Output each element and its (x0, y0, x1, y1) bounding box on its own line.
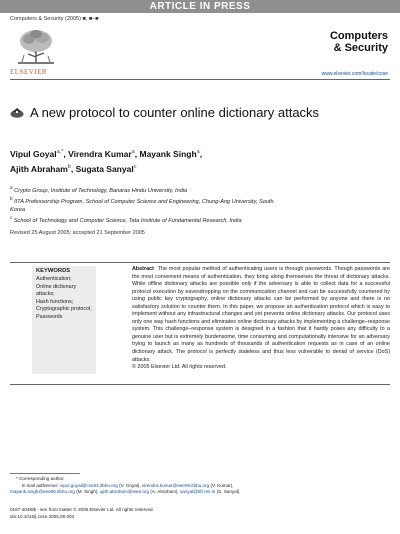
affiliation-list (10, 184, 390, 225)
journal-citation-line: Computers & Security (2005) ■, ■–■ (10, 16, 99, 22)
issn-line: 0167-4048/$ - see front matter © 2005 Elsevier Ltd. All rights reserved. (10, 507, 154, 512)
keywords-list (36, 276, 94, 322)
journal-name (330, 30, 388, 54)
affiliation-item (10, 214, 390, 225)
header-divider (10, 79, 390, 80)
affiliation-text: IITA Professorship Program, School of Computer Science and Engineering, Chung-Ang University, South Korea (10, 198, 274, 213)
affiliation-marker: c (10, 214, 13, 220)
article-title-text: A new protocol to counter online dictionary attacks (30, 105, 320, 120)
email-owner: (V. Goyal), (119, 482, 141, 488)
affiliation-item (10, 184, 390, 195)
keyword-item: Cryptographic protocol; (36, 306, 92, 313)
abstract-label: Abstract (132, 266, 154, 272)
abstract-section (132, 266, 390, 372)
email-owner: (S. Sanyal). (216, 489, 241, 495)
elsevier-tree-logo (12, 27, 60, 67)
author-affiliation-marker[interactable]: a (196, 149, 200, 155)
corresponding-author-note: * Corresponding author. (16, 476, 65, 481)
doi-link[interactable]: doi:10.1016/j.cose.2005.09.003 (10, 513, 75, 519)
keyword-item: Online dictionary attacks; (36, 283, 77, 298)
footnote (10, 476, 395, 496)
article-title (10, 104, 390, 121)
affiliation-marker: a (10, 185, 13, 190)
keyword-item: Passwords (36, 313, 63, 320)
email-link[interactable]: vipul.goyal@cse04.itbhu.org (60, 482, 118, 488)
email-link[interactable]: mayank.singh@eee06.itbhu.org (10, 489, 75, 495)
open-access-icon (10, 107, 24, 118)
affiliation-item (10, 195, 280, 214)
email-link[interactable]: ajith.abraham@ieee.org (99, 489, 150, 495)
author-affiliation-marker[interactable]: b (67, 163, 71, 170)
affiliation-text: School of Technology and Computer Science, Tata Institute of Fundamental Research, India (13, 217, 242, 224)
keyword-item: Authentication; (36, 276, 72, 282)
author-affiliation-marker[interactable]: c (133, 163, 137, 170)
author-name: Mayank Singh (139, 148, 197, 159)
author-name: Vipul Goyal (10, 148, 57, 159)
email-owner: (M. Singh), (76, 489, 99, 495)
footnote-divider (10, 473, 80, 474)
email-link[interactable]: sanyal@tifr.res.in (179, 489, 216, 495)
keywords-heading: KEYWORDS (36, 268, 71, 274)
email-label: E-mail addresses: (22, 482, 59, 488)
journal-name-line1: Computers (329, 30, 388, 42)
author-list: Vipul Goyal$^{a,*}$, Virendra Kumar$^a$, Mayank Singh$^a$, Ajith Abraham$^b$, Sugata Sanyal$^c$ (10, 148, 203, 174)
email-owner: (V. Kumar), (210, 482, 234, 488)
abstract-bottom-divider (10, 384, 390, 385)
abstract-top-divider (10, 262, 390, 263)
author-name: Sugata Sanyal (75, 163, 134, 174)
affiliation-marker: b (10, 195, 13, 201)
author-affiliation-marker[interactable]: a,* (56, 149, 64, 155)
article-in-press-banner: ARTICLE IN PRESS (0, 0, 400, 13)
revision-dates: Revised 25 August 2005; accepted 21 September 2005 (10, 230, 145, 236)
abstract-text: The most popular method of authenticating users is through passwords. Though passwords are the most convenient means of authentication, they bring along themselves the threat of dictionary attacks. While offline dictionary attacks are possible only if the adversary is able to collect data for a successful protocol execution by eavesdropping on the communication channel and can be successfully countered by using public key cryptography, online dictionary attacks can be performed by anyone and there is no satisfactory solution to counter them. In this paper, we propose an authentication protocol which is easy to implement without any infrastructural changes and yet prevents online dictionary attacks. Our protocol uses only one way hash functions and eliminates online dictionary attacks by implementing a challenge–response system. This challenge–response system is designed in a fashion that it hardly poses any difficulty to a genuine user but is extremely burdensome, time consuming and computationally intensive for an adversary trying to launch as many as hundreds of thousands of authentication requests as in case of an online dictionary attack. The protocol is perfectly stateless and thus less vulnerable to denial of service (DoS) attacks. (132, 266, 391, 363)
keyword-item: Hash functions; (36, 298, 74, 305)
author-affiliation-marker[interactable]: a (131, 149, 135, 155)
publisher-name: ELSEVIER (10, 68, 48, 76)
email-owner: (A. Abraham), (150, 489, 179, 495)
front-matter-info (10, 507, 154, 520)
journal-name-line2: & Security (333, 42, 388, 54)
email-link[interactable]: virendra.kumar@eee06.itbhu.org (141, 482, 210, 488)
author-name: Ajith Abraham (10, 163, 68, 174)
copyright-notice: © 2005 Elsevier Ltd. All rights reserved. (132, 364, 227, 371)
author-name: Virendra Kumar (68, 148, 132, 159)
affiliation-text: Crypto Group, Institute of Technology, Banaras Hindu University, India (14, 187, 188, 194)
journal-url-link[interactable]: www.elsevier.com/locate/cose (321, 71, 388, 77)
